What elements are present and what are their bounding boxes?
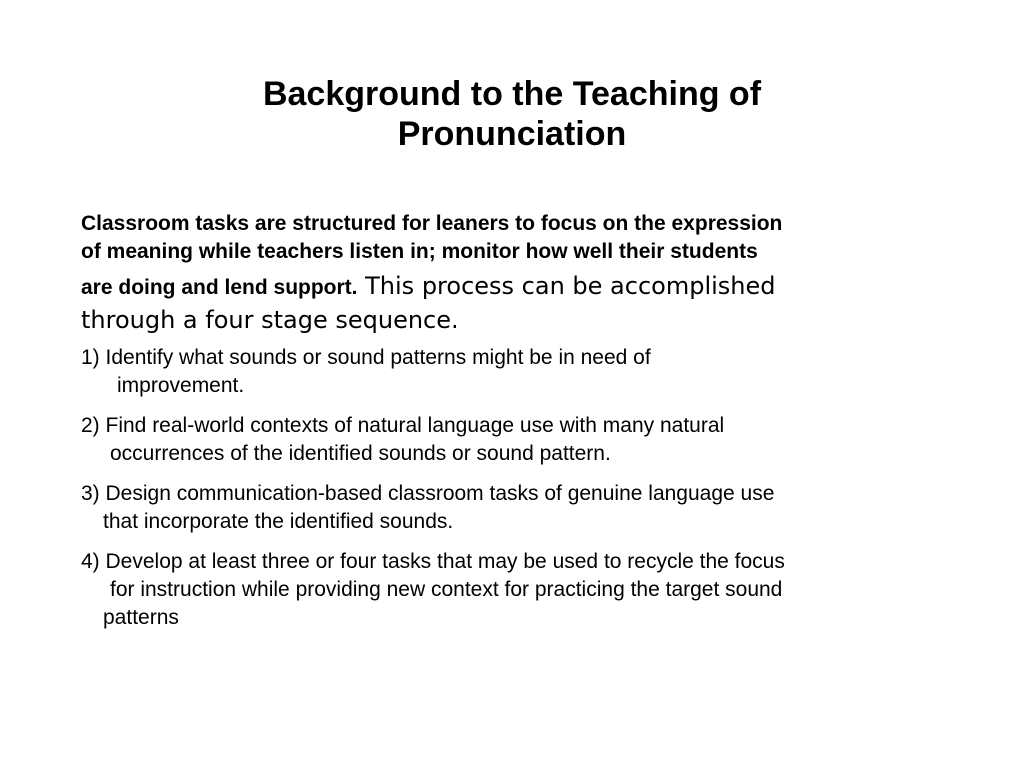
step-item-1 xyxy=(81,344,961,400)
intro-bold-line-3: are doing and lend support. xyxy=(81,276,358,299)
step-2-line-1: 2) Find real-world contexts of natural language use with many natural xyxy=(81,414,725,437)
step-item-2 xyxy=(81,412,961,468)
step-2-line-2: occurrences of the identified sounds or sound pattern. xyxy=(110,442,611,465)
step-3-line-2: that incorporate the identified sounds. xyxy=(103,510,454,533)
slide-title-line-1: Background to the Teaching of xyxy=(262,75,762,113)
step-list xyxy=(81,344,961,644)
step-item-4 xyxy=(81,548,961,632)
step-4-line-3: patterns xyxy=(103,606,179,629)
step-1-line-2: improvement. xyxy=(117,374,245,397)
step-1-line-1: 1) Identify what sounds or sound patterns might be in need of xyxy=(81,346,651,369)
slide-title xyxy=(180,74,844,154)
intro-bold-line-3-wrapper xyxy=(81,266,951,308)
step-item-3 xyxy=(81,480,961,536)
step-3-line-1: 3) Design communication-based classroom tasks of genuine language use xyxy=(81,482,775,505)
intro-bold-line-2: of meaning while teachers listen in; monitor how well their students xyxy=(81,240,758,263)
intro-bold-line-1: Classroom tasks are structured for leaners to focus on the expression xyxy=(81,212,783,235)
slide-title-line-2: Pronunciation xyxy=(397,115,627,153)
intro-paragraph xyxy=(81,210,951,336)
intro-plain-start: This process can be accomplished xyxy=(357,272,776,300)
step-4-line-2: for instruction while providing new context for practicing the target sound xyxy=(110,578,783,601)
intro-plain-end: through a four stage sequence. xyxy=(81,306,459,334)
step-4-line-1: 4) Develop at least three or four tasks that may be used to recycle the focus xyxy=(81,550,785,573)
